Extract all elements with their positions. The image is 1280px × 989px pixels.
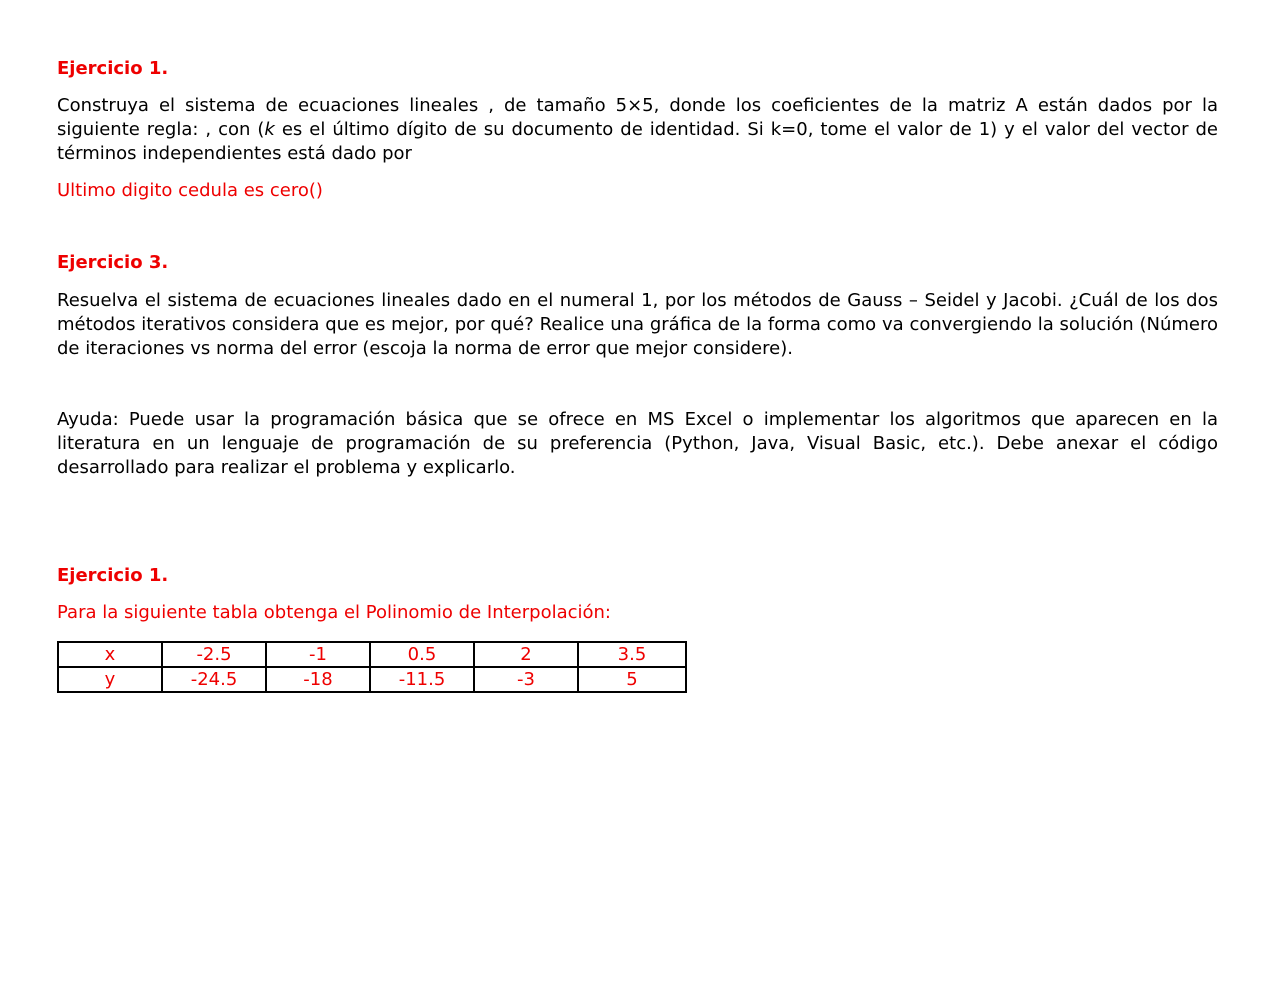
exercise-1-statement-part2: es el último dígito de su documento de identidad. Si k=0, tome el valor de 1) y el valor del vector de términos independientes está dado por bbox=[57, 119, 1218, 165]
table-cell: -24.5 bbox=[162, 667, 266, 692]
exercise-1b-heading: Ejercicio 1. bbox=[57, 565, 169, 586]
interpolation-table bbox=[57, 641, 687, 693]
table-row-x bbox=[58, 642, 686, 667]
exercise-1-statement-part1: Construya el sistema de ecuaciones lineales , de tamaño 5×5, donde los coeficientes de la matriz A están dados por la siguiente regla: , con ( bbox=[57, 95, 1218, 141]
table-cell: 0.5 bbox=[370, 642, 474, 667]
table-cell: 2 bbox=[474, 642, 578, 667]
exercise-3-heading: Ejercicio 3. bbox=[57, 252, 169, 273]
table-row-y bbox=[58, 667, 686, 692]
exercise-3-statement: Resuelva el sistema de ecuaciones lineales dado en el numeral 1, por los métodos de Gauss – Seidel y Jacobi. ¿Cuál de los dos métodos iterativos considera que es mejor, por qué? Realice una gráfica de la forma como va convergiendo la solución (Número de iteraciones vs norma del error (escoja la norma de error que mejor considere). bbox=[57, 290, 1218, 360]
table-cell: 3.5 bbox=[578, 642, 686, 667]
exercise-1-note: Ultimo digito cedula es cero() bbox=[57, 180, 323, 201]
table-cell: -11.5 bbox=[370, 667, 474, 692]
exercise-1-heading: Ejercicio 1. bbox=[57, 58, 169, 79]
table-header-x: x bbox=[58, 642, 162, 667]
table-cell: -2.5 bbox=[162, 642, 266, 667]
table-cell: -3 bbox=[474, 667, 578, 692]
exercise-1b-intro: Para la siguiente tabla obtenga el Polinomio de Interpolación: bbox=[57, 602, 611, 623]
table-cell: -18 bbox=[266, 667, 370, 692]
table-cell: 5 bbox=[578, 667, 686, 692]
table-cell: -1 bbox=[266, 642, 370, 667]
table-header-y: y bbox=[58, 667, 162, 692]
k-variable: k bbox=[264, 119, 275, 141]
exercise-1-statement bbox=[57, 94, 1218, 167]
exercise-3-help: Ayuda: Puede usar la programación básica que se ofrece en MS Excel o implementar los algoritmos que aparecen en la literatura en un lenguaje de programación de su preferencia (Python, Java, Visual Basic, etc.). Debe anexar el código desarrollado para realizar el problema y explicarlo. bbox=[57, 409, 1218, 479]
